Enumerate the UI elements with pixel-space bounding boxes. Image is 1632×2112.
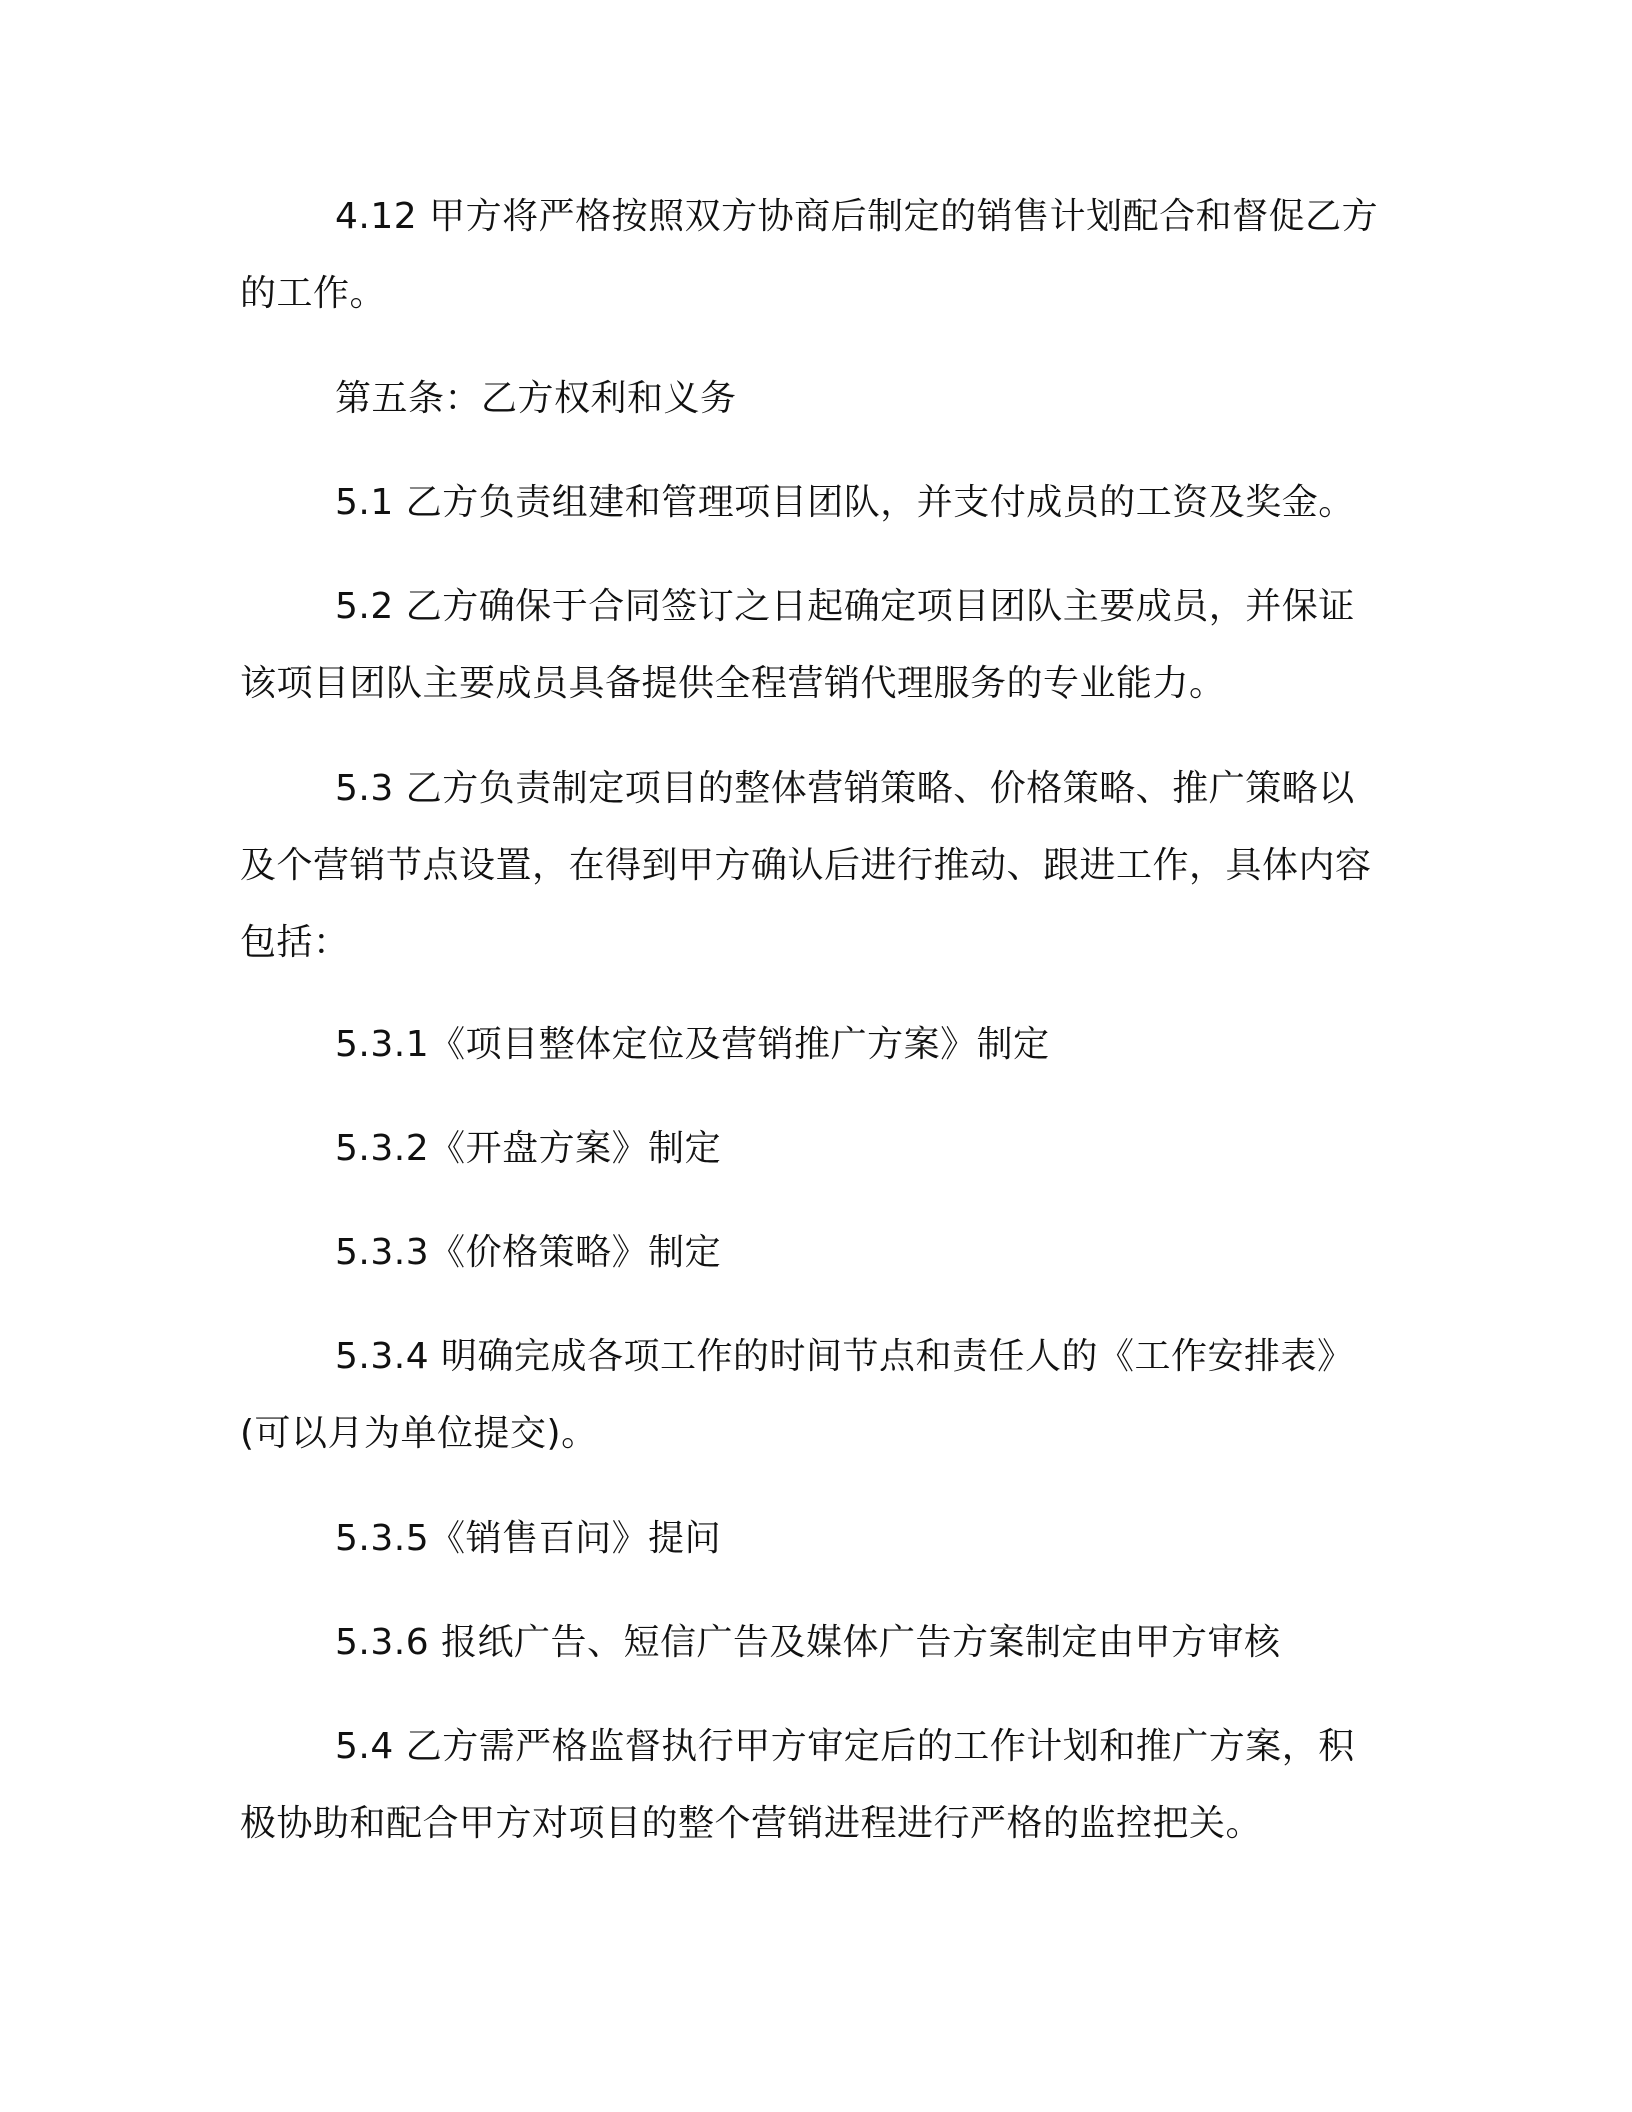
clause-5-3-2: 5.3.2《开盘方案》制定 [335,1128,722,1169]
clause-5-3-6: 5.3.6 报纸广告、短信广告及媒体广告方案制定由甲方审核 [335,1622,1281,1663]
clause-5-4: 5.4 乙方需严格监督执行甲方审定后的工作计划和推广方案，积极协助和配合甲方对项目的整个营销进程进行严格的监控把关。 [240,1726,1355,1844]
clause-5-1: 5.1 乙方负责组建和管理项目团队，并支付成员的工资及奖金。 [335,482,1355,523]
clause-4-12: 4.12 甲方将严格按照双方协商后制定的销售计划配合和督促乙方的工作。 [240,196,1379,314]
clause-5-3-5: 5.3.5《销售百问》提问 [335,1518,722,1559]
clause-5-3-1: 5.3.1《项目整体定位及营销推广方案》制定 [335,1024,1050,1065]
article-5-heading: 第五条：乙方权利和义务 [335,378,737,419]
clause-5-2: 5.2 乙方确保于合同签订之日起确定项目团队主要成员，并保证该项目团队主要成员具备提供全程营销代理服务的专业能力。 [240,586,1355,704]
clause-5-3-4: 5.3.4 明确完成各项工作的时间节点和责任人的《工作安排表》(可以月为单位提交)。 [240,1336,1354,1454]
clause-5-3-3: 5.3.3《价格策略》制定 [335,1232,722,1273]
clause-5-3: 5.3 乙方负责制定项目的整体营销策略、价格策略、推广策略以及个营销节点设置，在得到甲方确认后进行推动、跟进工作，具体内容包括： [240,768,1372,963]
